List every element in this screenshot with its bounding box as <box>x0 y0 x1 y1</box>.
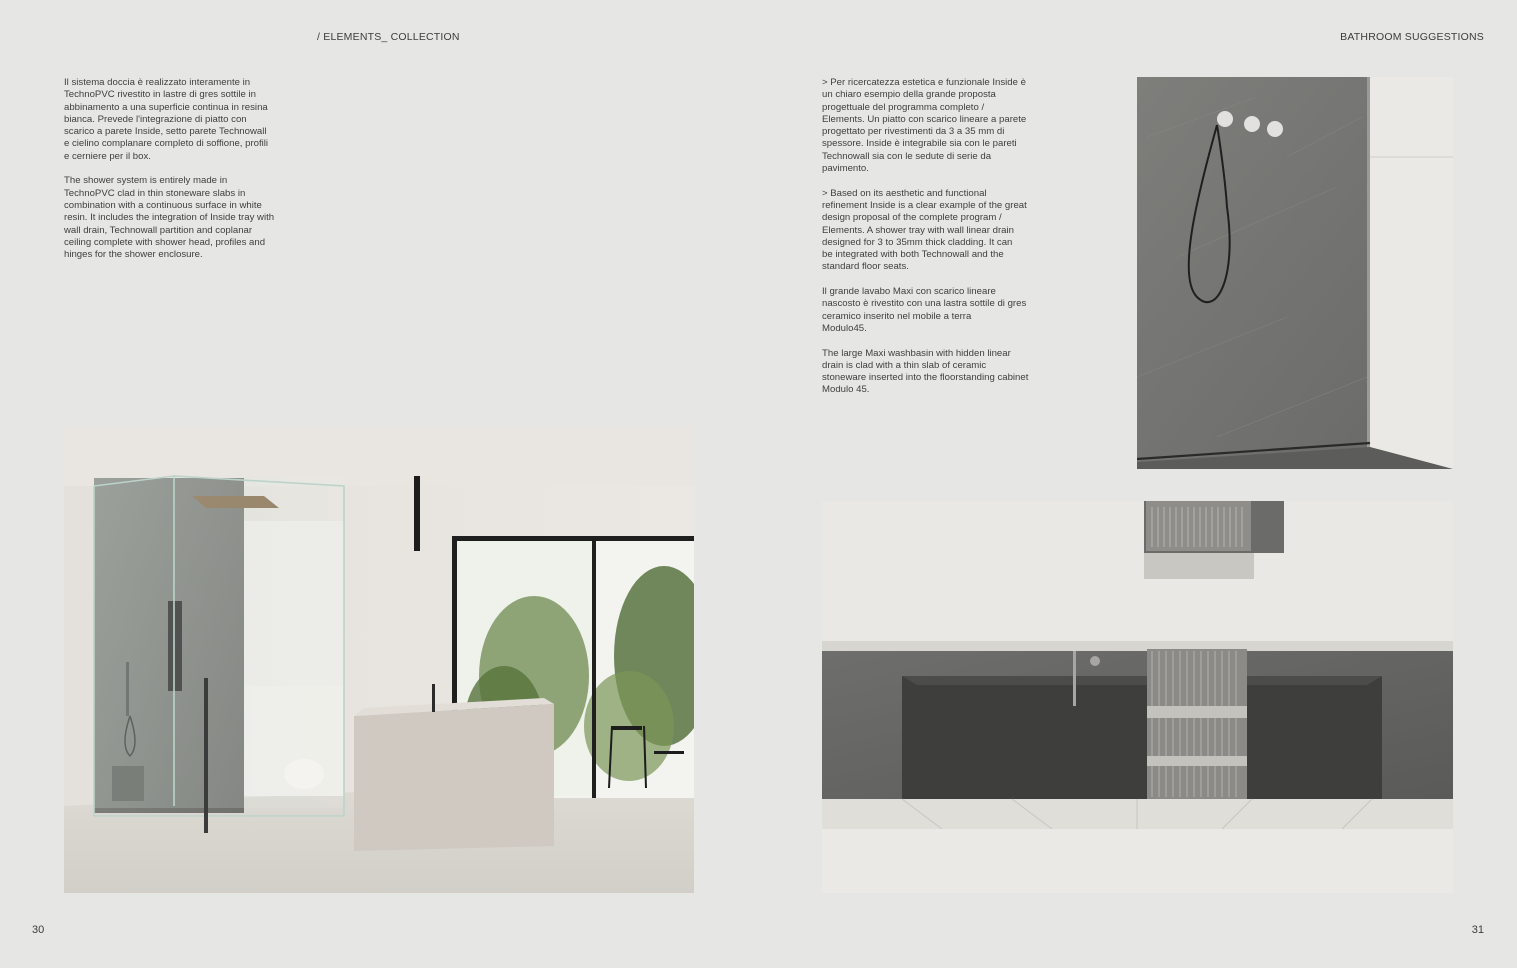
shower-detail-photo <box>1137 77 1453 469</box>
paragraph-en-inside: > Based on its aesthetic and functional refinement Inside is a clear example of the great design proposal of the complete program / Elements. A shower tray with wall linear drain designed for 3 to 35mm thick cladding. It can be integrated with both Technowall and the standard floor seats. <box>822 187 1027 273</box>
section-header: / ELEMENTS_ COLLECTION <box>317 31 460 43</box>
page-number-left: 30 <box>32 924 45 936</box>
right-page-text <box>822 77 1036 409</box>
left-page-text <box>64 77 278 274</box>
page-number-right: 31 <box>1471 924 1484 936</box>
paragraph-it-inside: > Per ricercatezza estetica e funzionale Inside è un chiaro esempio della grande proposta progettuale del programma completo / Elements. Un piatto con scarico lineare a parete progettato per rivestimenti da 3 a 35 mm di spessore. Inside è integrabile sia con le pareti Technowall sia con le sedute di serie da pavimento. <box>822 77 1027 175</box>
paragraph-en-shower: The shower system is entirely made in TechnoPVC clad in thin stoneware slabs in combination with a continuous surface in white resin. It includes the integration of Inside tray with wall drain, Technowall partition and coplanar ceiling complete with shower head, profiles and hinges for the shower enclosure. <box>64 175 275 261</box>
paragraph-it-shower: Il sistema doccia è realizzato interamente in TechnoPVC rivestito in lastre di gres sottile in abbinamento a una superficie continua in resina bianca. Prevede l'integrazione di piatto con scarico a parete Inside, setto parete Technowall e cielino complanare completo di soffione, profili e cerniere per il box. <box>64 77 269 162</box>
paragraph-en-maxi: The large Maxi washbasin with hidden linear drain is clad with a thin slab of ceramic stoneware inserted into the floorstanding cabinet Modulo 45. <box>822 347 1029 396</box>
washbasin-photo <box>822 501 1453 893</box>
shower-room-photo <box>64 426 694 893</box>
paragraph-it-maxi: Il grande lavabo Maxi con scarico lineare nascosto è rivestito con una lastra sottile di gres ceramico inserito nel mobile a terra Modulo45. <box>822 286 1027 334</box>
category-header: BATHROOM SUGGESTIONS <box>1340 31 1484 43</box>
